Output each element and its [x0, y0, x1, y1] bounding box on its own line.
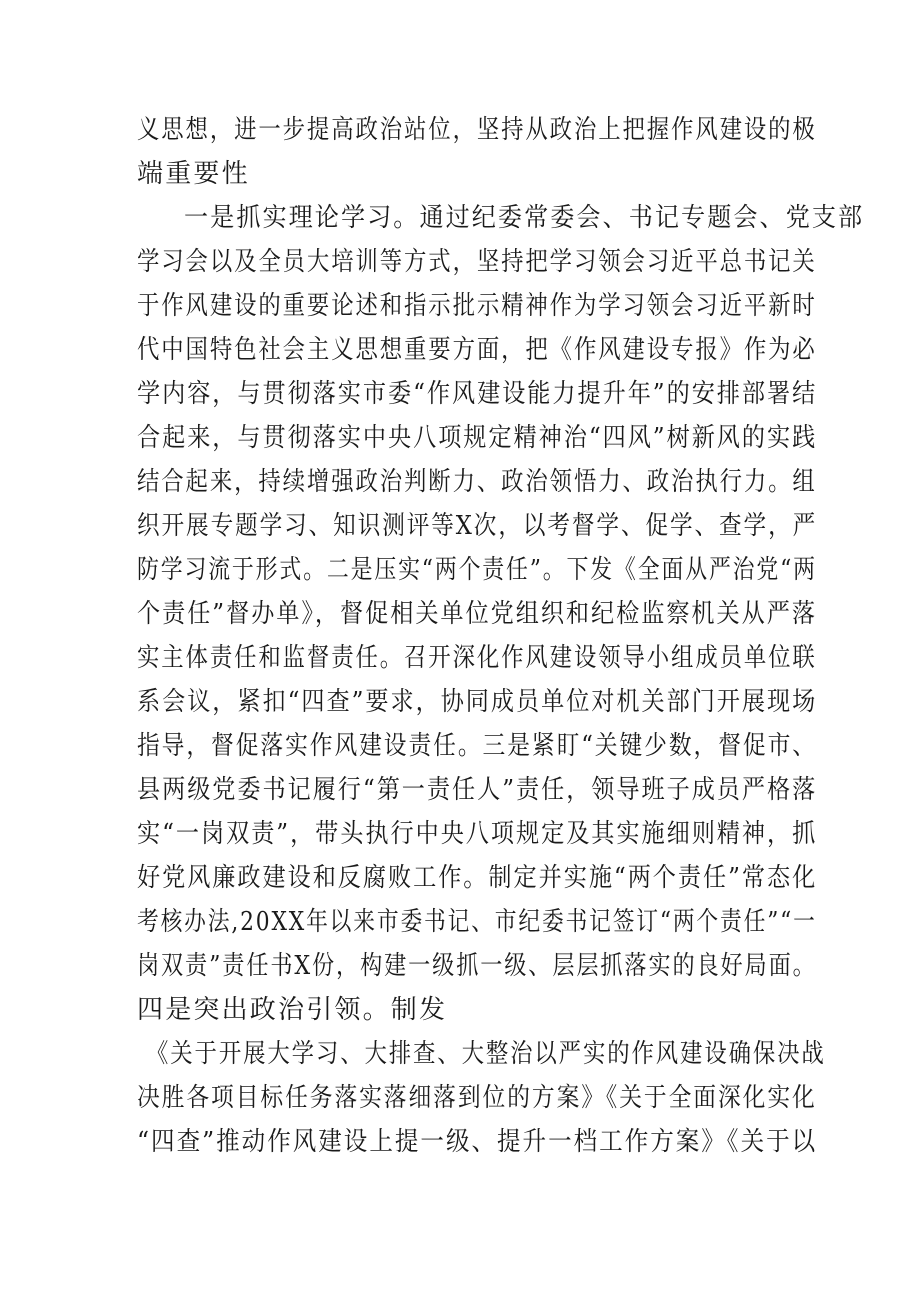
text-line: 合起来，与贯彻落实中央八项规定精神治“四风”树新风的实践	[137, 423, 818, 453]
text-line: 于作风建设的重要论述和指示批示精神作为学习领会习近平新时	[137, 291, 817, 321]
text-line: 系会议，紧扣“四查”要求，协同成员单位对机关部门开展现场	[137, 687, 818, 717]
text-line: 学内容，与贯彻落实市委“作风建设能力提升年”的安排部署结	[137, 379, 818, 409]
text-line: 结合起来，持续增强政治判断力、政治领悟力、政治执行力。组	[137, 467, 817, 497]
text-line: 织开展专题学习、知识测评等X次，以考督学、促学、查学，严	[137, 511, 818, 541]
text-line: 《关于开展大学习、大排查、大整治以严实的作风建设确保决战	[146, 1039, 826, 1069]
text-line: “四查”推动作风建设上提一级、提升一档工作方案》《关于以	[137, 1127, 818, 1157]
text-line: 一是抓实理论学习。通过纪委常委会、书记专题会、党支部	[184, 203, 865, 233]
text-line: 学习会以及全员大培训等方式，坚持把学习领会习近平总书记关	[137, 247, 817, 277]
text-line: 实主体责任和监督责任。召开深化作风建设领导小组成员单位联	[137, 643, 817, 673]
text-line: 义思想，进一步提高政治站位，坚持从政治上把握作风建设的极	[137, 115, 817, 145]
text-line: 代中国特色社会主义思想重要方面，把《作风建设专报》作为必	[137, 335, 817, 365]
text-line: 考核办法,20XX年以来市委书记、市纪委书记签订“两个责任”“一	[137, 907, 817, 937]
text-line: 四是突出政治引领。制发	[137, 995, 448, 1025]
text-line: 好党风廉政建设和反腐败工作。制定并实施“两个责任”常态化	[137, 863, 818, 893]
text-line: 实“一岗双责”，带头执行中央八项规定及其实施细则精神，抓	[137, 819, 818, 849]
text-line: 个责任”督办单》，督促相关单位党组织和纪检监察机关从严落	[137, 599, 817, 629]
text-line: 岗双责”责任书X份，构建一级抓一级、层层抓落实的良好局面。	[137, 951, 817, 981]
text-line: 县两级党委书记履行“第一责任人”责任，领导班子成员严格落	[137, 775, 818, 805]
text-line: 防学习流于形式。二是压实“两个责任”。下发《全面从严治党“两	[137, 555, 817, 585]
text-line: 指导，督促落实作风建设责任。三是紧盯“关键少数，督促市、	[137, 731, 817, 761]
text-line: 端重要性	[137, 159, 250, 189]
text-line: 决胜各项目标任务落实落细落到位的方案》《关于全面深化实化	[137, 1083, 817, 1113]
